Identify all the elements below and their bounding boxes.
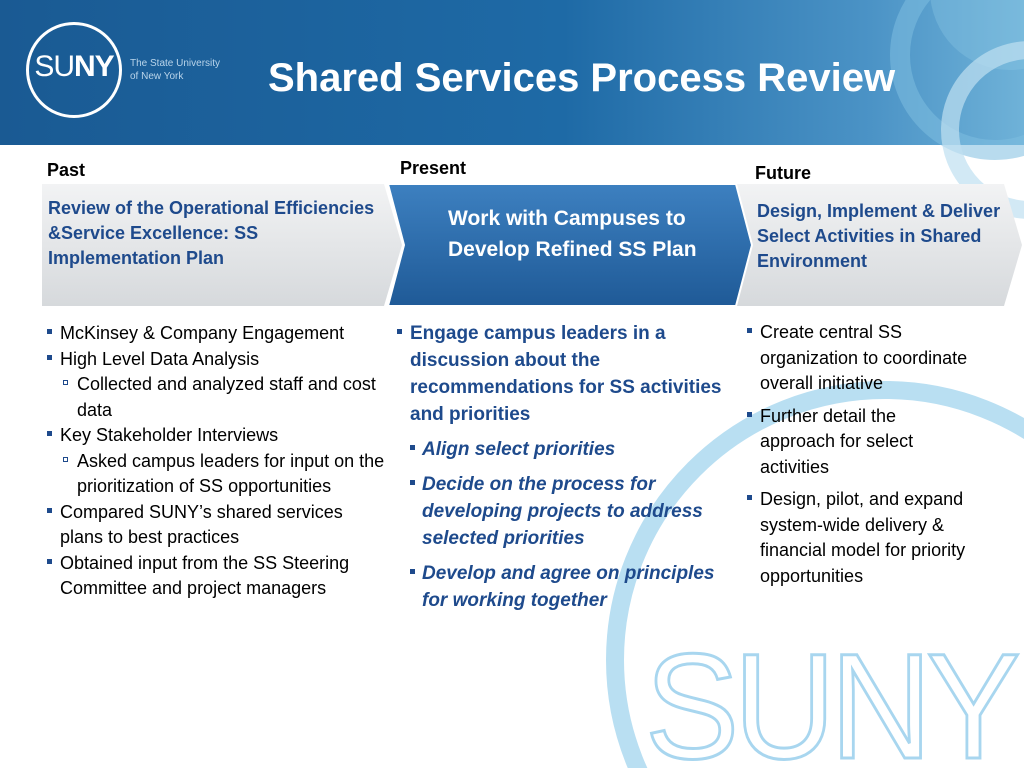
past-bullet: Compared SUNY’s shared services plans to best practices — [44, 500, 389, 551]
present-sub-bullet: Develop and agree on principles for working together — [394, 560, 739, 614]
logo-tagline-line-1: The State University — [130, 58, 221, 69]
future-bullet: Design, pilot, and expand system-wide delivery & financial model for priority opportunities — [744, 487, 976, 589]
band-present-text: Work with Campuses to Develop Refined SS Plan — [448, 207, 697, 261]
future-bullet: Create central SS organization to coordinate overall initiative — [744, 320, 976, 397]
watermark-text: SUNY — [645, 622, 1018, 768]
past-bullet: Key Stakeholder Interviews — [44, 423, 389, 449]
past-sub-bullet: Collected and analyzed staff and cost data — [44, 372, 389, 423]
label-past: Past — [47, 160, 86, 180]
future-bullet-list — [744, 320, 976, 596]
past-bullet-list — [44, 321, 389, 602]
past-bullet: High Level Data Analysis — [44, 347, 389, 373]
future-bullet: Further detail the approach for select activities — [744, 404, 976, 481]
logo-su: SU — [34, 50, 74, 83]
label-future: Future — [755, 163, 811, 183]
present-sub-bullet: Align select priorities — [394, 436, 739, 463]
present-bullet-list — [394, 320, 739, 614]
past-bullet: McKinsey & Company Engagement — [44, 321, 389, 347]
band-future-text: Design, Implement & Deliver Select Activities in Shared Environment — [757, 201, 1001, 271]
slide-title: Shared Services Process Review — [268, 56, 896, 100]
present-sub-bullet: Decide on the process for developing projects to address selected priorities — [394, 471, 739, 552]
band-past-text: Review of the Operational Efficiencies &Service Excellence: SS Implementation Plan — [48, 198, 375, 268]
past-sub-bullet: Asked campus leaders for input on the prioritization of SS opportunities — [44, 449, 389, 500]
label-present: Present — [400, 158, 467, 178]
logo-tagline-line-2: of New York — [130, 71, 184, 82]
past-bullet: Obtained input from the SS Steering Committee and project managers — [44, 551, 389, 602]
present-bullet: Engage campus leaders in a discussion about the recommendations for SS activities and priorities — [394, 320, 739, 428]
logo-ny: NY — [74, 50, 114, 83]
